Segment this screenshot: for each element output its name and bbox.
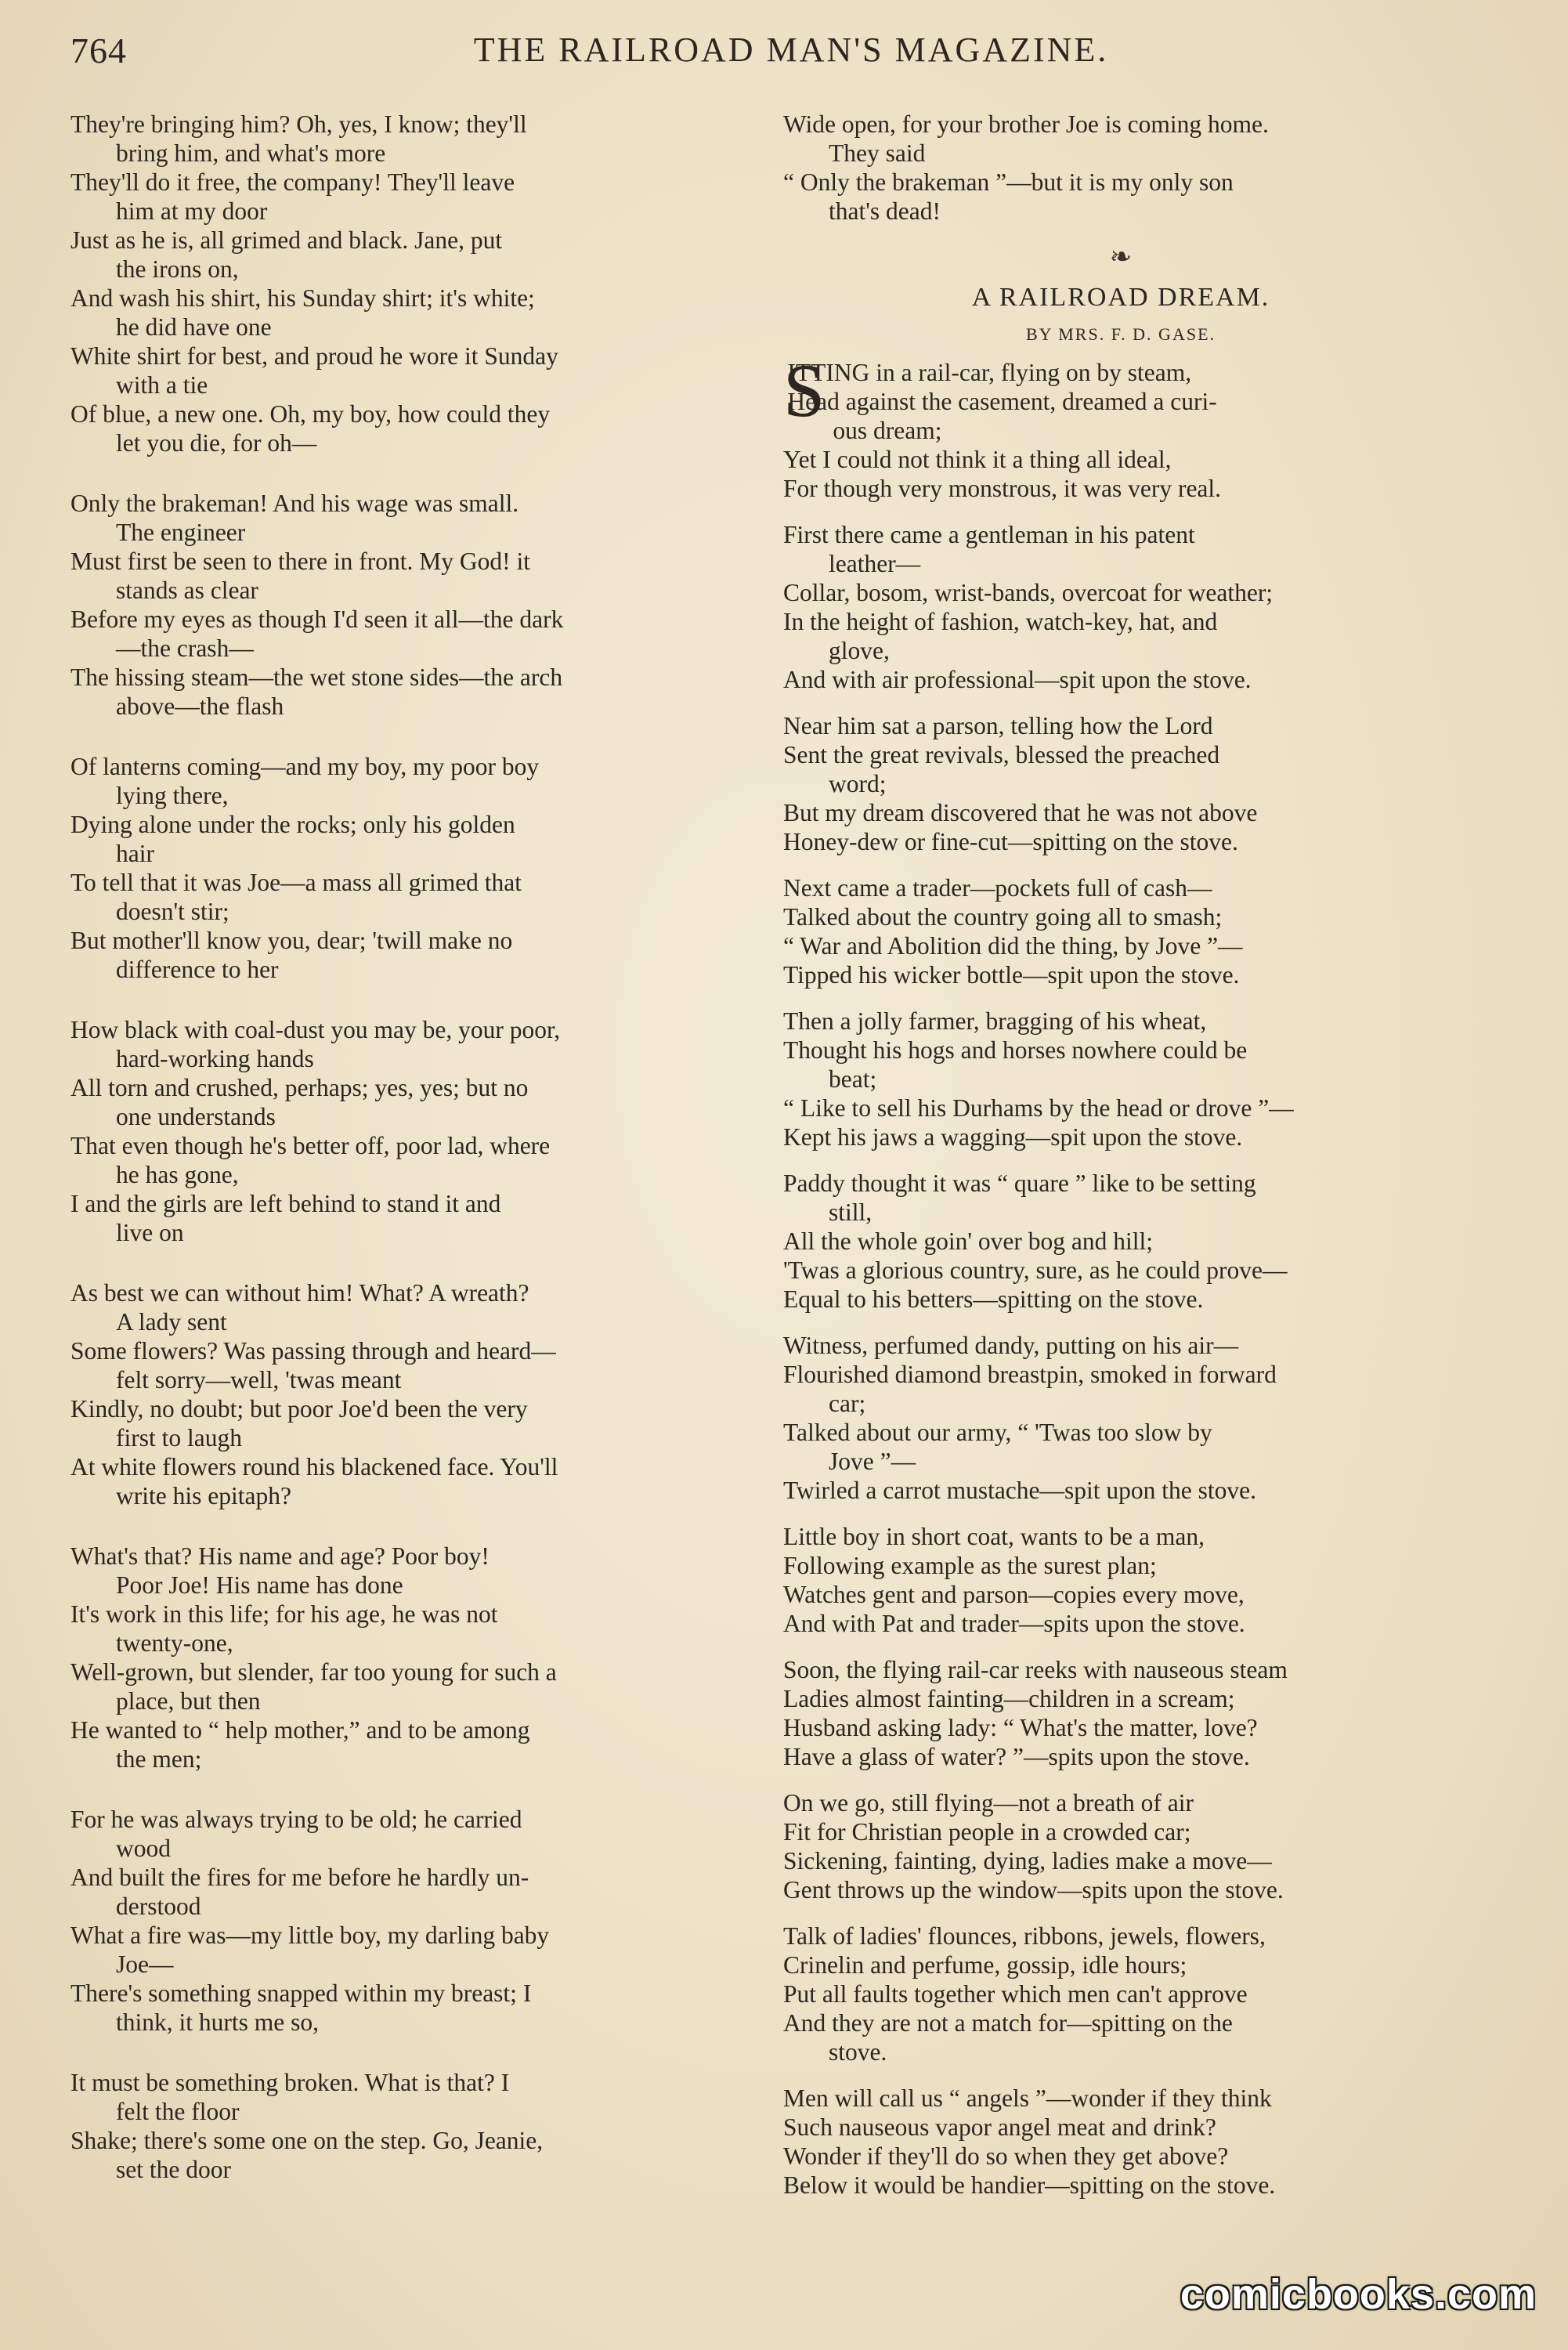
verse-line: For though very monstrous, it was very real. — [783, 475, 1222, 502]
stanza — [783, 1922, 1458, 2066]
verse-line-turnover: beat; — [829, 1065, 877, 1093]
verse-line: And built the fires for me before he hardly un- — [70, 1864, 529, 1891]
verse-line-turnover: hard-working hands — [116, 1045, 314, 1072]
verse-line-turnover: word; — [829, 770, 887, 797]
verse-line: There's something snapped within my breast; I — [70, 1979, 532, 2007]
verse-line: “ Only the brakeman ”—but it is my only son — [783, 168, 1234, 196]
verse-line: How black with coal-dust you may be, your poor, — [70, 1016, 561, 1043]
stanza — [70, 1805, 740, 2037]
verse-line-turnover: ous dream; — [833, 417, 942, 444]
verse-line: Well-grown, but slender, far too young for such a — [70, 1658, 557, 1686]
verse-line: At white flowers round his blackened face. You'll — [70, 1453, 558, 1480]
stanza — [70, 752, 740, 984]
stanza — [70, 2068, 740, 2184]
verse-line: Sent the great revivals, blessed the preached — [783, 741, 1220, 768]
verse-line: Witness, perfumed dandy, putting on his air— — [783, 1332, 1239, 1359]
verse-line: On we go, still flying—not a breath of air — [783, 1789, 1194, 1817]
verse-line: But mother'll know you, dear; 'twill make no — [70, 927, 513, 954]
verse-line: In the height of fashion, watch-key, hat, and — [783, 608, 1218, 635]
verse-line: And with Pat and trader—spits upon the stove. — [783, 1610, 1245, 1637]
stanza — [783, 520, 1458, 694]
verse-line: What's that? His name and age? Poor boy! — [70, 1542, 490, 1570]
page-header — [70, 25, 1512, 80]
verse-line: They're bringing him? Oh, yes, I know; they'll — [70, 110, 527, 138]
verse-line-turnover: he did have one — [116, 313, 272, 341]
verse-line-turnover: the irons on, — [116, 255, 239, 283]
verse-line: As best we can without him! What? A wreath? — [70, 1279, 529, 1307]
verse-line-turnover: doesn't stir; — [116, 898, 229, 925]
verse-line: Twirled a carrot mustache—spit upon the stove. — [783, 1477, 1257, 1504]
verse-line-turnover: glove, — [829, 637, 890, 664]
verse-line: Before my eyes as though I'd seen it all—the dark — [70, 606, 564, 633]
verse-line-turnover: difference to her — [116, 956, 279, 983]
verse-line: And they are not a match for—spitting on the — [783, 2009, 1233, 2037]
poem-title: A RAILROAD DREAM. — [971, 283, 1270, 312]
verse-line: Talk of ladies' flounces, ribbons, jewels, flowers, — [783, 1922, 1266, 1950]
verse-line: Dying alone under the rocks; only his golden — [70, 811, 515, 838]
verse-line: Watches gent and parson—copies every move, — [783, 1581, 1245, 1608]
verse-line-turnover: stands as clear — [116, 577, 258, 604]
verse-line-turnover: twenty-one, — [116, 1629, 233, 1657]
verse-line: Shake; there's some one on the step. Go, Jeanie, — [70, 2127, 544, 2154]
verse-line: Only the brakeman! And his wage was small. — [70, 490, 519, 517]
ornament-icon: ❧ — [1109, 243, 1133, 272]
stanza — [783, 1655, 1458, 1771]
stanza — [783, 2084, 1458, 2200]
verse-line: Kindly, no doubt; but poor Joe'd been the very — [70, 1395, 528, 1423]
verse-line: Thought his hogs and horses nowhere could be — [783, 1036, 1248, 1064]
verse-line: Fit for Christian people in a crowded car; — [783, 1818, 1191, 1846]
verse-line: He wanted to “ help mother,” and to be among — [70, 1716, 530, 1744]
verse-line: They'll do it free, the company! They'll leave — [70, 168, 515, 196]
verse-line: What a fire was—my little boy, my darling baby — [70, 1922, 550, 1949]
verse-line: Soon, the flying rail-car reeks with nauseous steam — [783, 1656, 1288, 1683]
watermark: comicbooks.com — [1180, 2271, 1537, 2318]
verse-line: Sickening, fainting, dying, ladies make a move— — [783, 1847, 1272, 1875]
verse-line-turnover: A lady sent — [116, 1308, 227, 1336]
verse-line: Kept his jaws a wagging—spit upon the stove. — [783, 1123, 1243, 1151]
verse-line-turnover: first to laugh — [116, 1424, 242, 1452]
verse-line: Of blue, a new one. Oh, my boy, how could they — [70, 400, 551, 428]
verse-line: But my dream discovered that he was not above — [783, 799, 1258, 826]
verse-line: Then a jolly farmer, bragging of his wheat, — [783, 1007, 1207, 1035]
verse-line: For he was always trying to be old; he carried — [70, 1806, 522, 1833]
verse-line-turnover: hair — [116, 840, 154, 867]
verse-line-turnover: him at my door — [116, 197, 268, 225]
verse-line-turnover: still, — [829, 1198, 873, 1226]
verse-line: It's work in this life; for his age, he was not — [70, 1600, 498, 1628]
verse-line-turnover: stove. — [829, 2038, 887, 2066]
stanza — [783, 1522, 1458, 1638]
verse-line-turnover: with a tie — [116, 371, 208, 399]
stanza — [783, 711, 1458, 856]
stanza — [783, 1169, 1458, 1314]
verse-line: Talked about the country going all to smash; — [783, 903, 1223, 931]
stanza — [70, 110, 740, 457]
verse-line-turnover: one understands — [116, 1103, 276, 1130]
verse-line-turnover: he has gone, — [116, 1161, 239, 1188]
verse-line-turnover: —the crash— — [116, 634, 254, 662]
verse-line-turnover: Joe— — [116, 1950, 174, 1978]
verse-line-turnover: live on — [116, 1219, 184, 1246]
verse-line: ITTING in a rail-car, flying on by steam, — [787, 359, 1192, 386]
verse-line-turnover: set the door — [116, 2156, 231, 2183]
verse-line: Such nauseous vapor angel meat and drink? — [783, 2113, 1216, 2141]
verse-line: Some flowers? Was passing through and heard— — [70, 1337, 556, 1365]
verse-line-turnover: derstood — [116, 1893, 201, 1920]
verse-line-turnover: let you die, for oh— — [116, 429, 317, 457]
verse-line: That even though he's better off, poor lad, where — [70, 1132, 551, 1159]
verse-line: Just as he is, all grimed and black. Jane, put — [70, 226, 503, 254]
verse-line: Paddy thought it was “ quare ” like to be setting — [783, 1170, 1256, 1197]
verse-line-turnover: car; — [829, 1390, 866, 1417]
verse-line: Ladies almost fainting—children in a scream; — [783, 1685, 1235, 1712]
verse-line-turnover: above—the flash — [116, 692, 284, 720]
verse-line: And with air professional—spit upon the stove. — [783, 666, 1252, 693]
verse-line: Next came a trader—pockets full of cash— — [783, 874, 1212, 902]
verse-line: Have a glass of water? ”—spits upon the stove. — [783, 1743, 1250, 1770]
verse-line: Following example as the surest plan; — [783, 1552, 1157, 1579]
verse-line: The hissing steam—the wet stone sides—the arch — [70, 663, 563, 691]
poem-byline: BY MRS. F. D. GASE. — [1025, 324, 1216, 344]
drop-cap: S — [783, 349, 826, 432]
verse-line: Talked about our army, “ 'Twas too slow by — [783, 1419, 1212, 1446]
running-head: THE RAILROAD MAN'S MAGAZINE. — [473, 31, 1109, 69]
verse-line-turnover: Poor Joe! His name has done — [116, 1571, 403, 1599]
verse-line-turnover: the men; — [116, 1745, 202, 1773]
page-number: 764 — [70, 31, 127, 70]
poem-continuation — [783, 110, 1458, 226]
stanza — [70, 489, 740, 721]
verse-line: Crinelin and perfume, gossip, idle hours; — [783, 1951, 1187, 1979]
verse-line: Of lanterns coming—and my boy, my poor boy — [70, 753, 540, 780]
stanza — [783, 1788, 1458, 1904]
verse-line: Collar, bosom, wrist-bands, overcoat for weather; — [783, 579, 1274, 606]
verse-line: Wide open, for your brother Joe is coming home. — [783, 110, 1269, 138]
verse-line: Wonder if they'll do so when they get above? — [783, 2142, 1229, 2170]
verse-line-turnover: felt sorry—well, 'twas meant — [116, 1366, 402, 1394]
verse-line-turnover: bring him, and what's more — [116, 139, 386, 167]
verse-line-turnover: place, but then — [116, 1687, 261, 1715]
stanza — [783, 873, 1458, 989]
verse-line: First there came a gentleman in his patent — [783, 521, 1195, 548]
verse-line: White shirt for best, and proud he wore it Sunday — [70, 342, 558, 370]
verse-line: 'Twas a glorious country, sure, as he could prove— — [783, 1256, 1288, 1284]
verse-line: Yet I could not think it a thing all ideal, — [783, 446, 1172, 473]
stanza — [783, 1007, 1458, 1152]
left-column — [70, 110, 740, 2215]
first-stanza — [783, 349, 1458, 503]
verse-line-turnover: write his epitaph? — [116, 1482, 291, 1509]
stanza — [70, 1015, 740, 1247]
verse-line-turnover: felt the floor — [116, 2098, 240, 2125]
verse-line-turnover: leather— — [829, 550, 921, 577]
verse-line: And wash his shirt, his Sunday shirt; it's white; — [70, 284, 535, 312]
verse-line-turnover: The engineer — [116, 519, 246, 546]
stanza — [70, 1278, 740, 1510]
verse-line: Men will call us “ angels ”—wonder if they think — [783, 2084, 1272, 2112]
verse-line: Flourished diamond breastpin, smoked in forward — [783, 1361, 1277, 1388]
verse-line: Husband asking lady: “ What's the matter, love? — [783, 1714, 1258, 1741]
verse-line: Equal to his betters—spitting on the stove. — [783, 1285, 1204, 1313]
verse-line: To tell that it was Joe—a mass all grimed that — [70, 869, 522, 896]
verse-line-turnover: Jove ”— — [829, 1448, 916, 1475]
verse-line: All torn and crushed, perhaps; yes, yes; but no — [70, 1074, 529, 1101]
verse-line-turnover: lying there, — [116, 782, 229, 809]
verse-line: Below it would be handier—spitting on the stove. — [783, 2171, 1276, 2199]
verse-line: “ War and Abolition did the thing, by Jove ”— — [783, 932, 1243, 960]
verse-line: Head against the casement, dreamed a curi- — [787, 388, 1217, 415]
right-column — [783, 110, 1458, 2217]
verse-line: It must be something broken. What is that? I — [70, 2069, 510, 2096]
verse-line-turnover: think, it hurts me so, — [116, 2008, 319, 2036]
verse-line: Honey-dew or fine-cut—spitting on the stove. — [783, 828, 1238, 855]
verse-line-turnover: They said — [829, 139, 926, 167]
verse-line-turnover: that's dead! — [829, 197, 941, 225]
verse-line: Gent throws up the window—spits upon the stove. — [783, 1876, 1284, 1904]
stanza — [783, 1331, 1458, 1505]
verse-line-turnover: wood — [116, 1835, 171, 1862]
stanza — [70, 1542, 740, 1773]
verse-line: All the whole goin' over bog and hill; — [783, 1227, 1153, 1255]
verse-line: “ Like to sell his Durhams by the head or drove ”— — [783, 1094, 1294, 1122]
verse-line: Little boy in short coat, wants to be a man, — [783, 1523, 1205, 1550]
verse-line: Tipped his wicker bottle—spit upon the stove. — [783, 961, 1240, 989]
verse-line: Must first be seen to there in front. My God! it — [70, 548, 531, 575]
verse-line: Near him sat a parson, telling how the Lord — [783, 712, 1213, 739]
verse-line: Put all faults together which men can't approve — [783, 1980, 1248, 2008]
verse-line: I and the girls are left behind to stand it and — [70, 1190, 501, 1217]
